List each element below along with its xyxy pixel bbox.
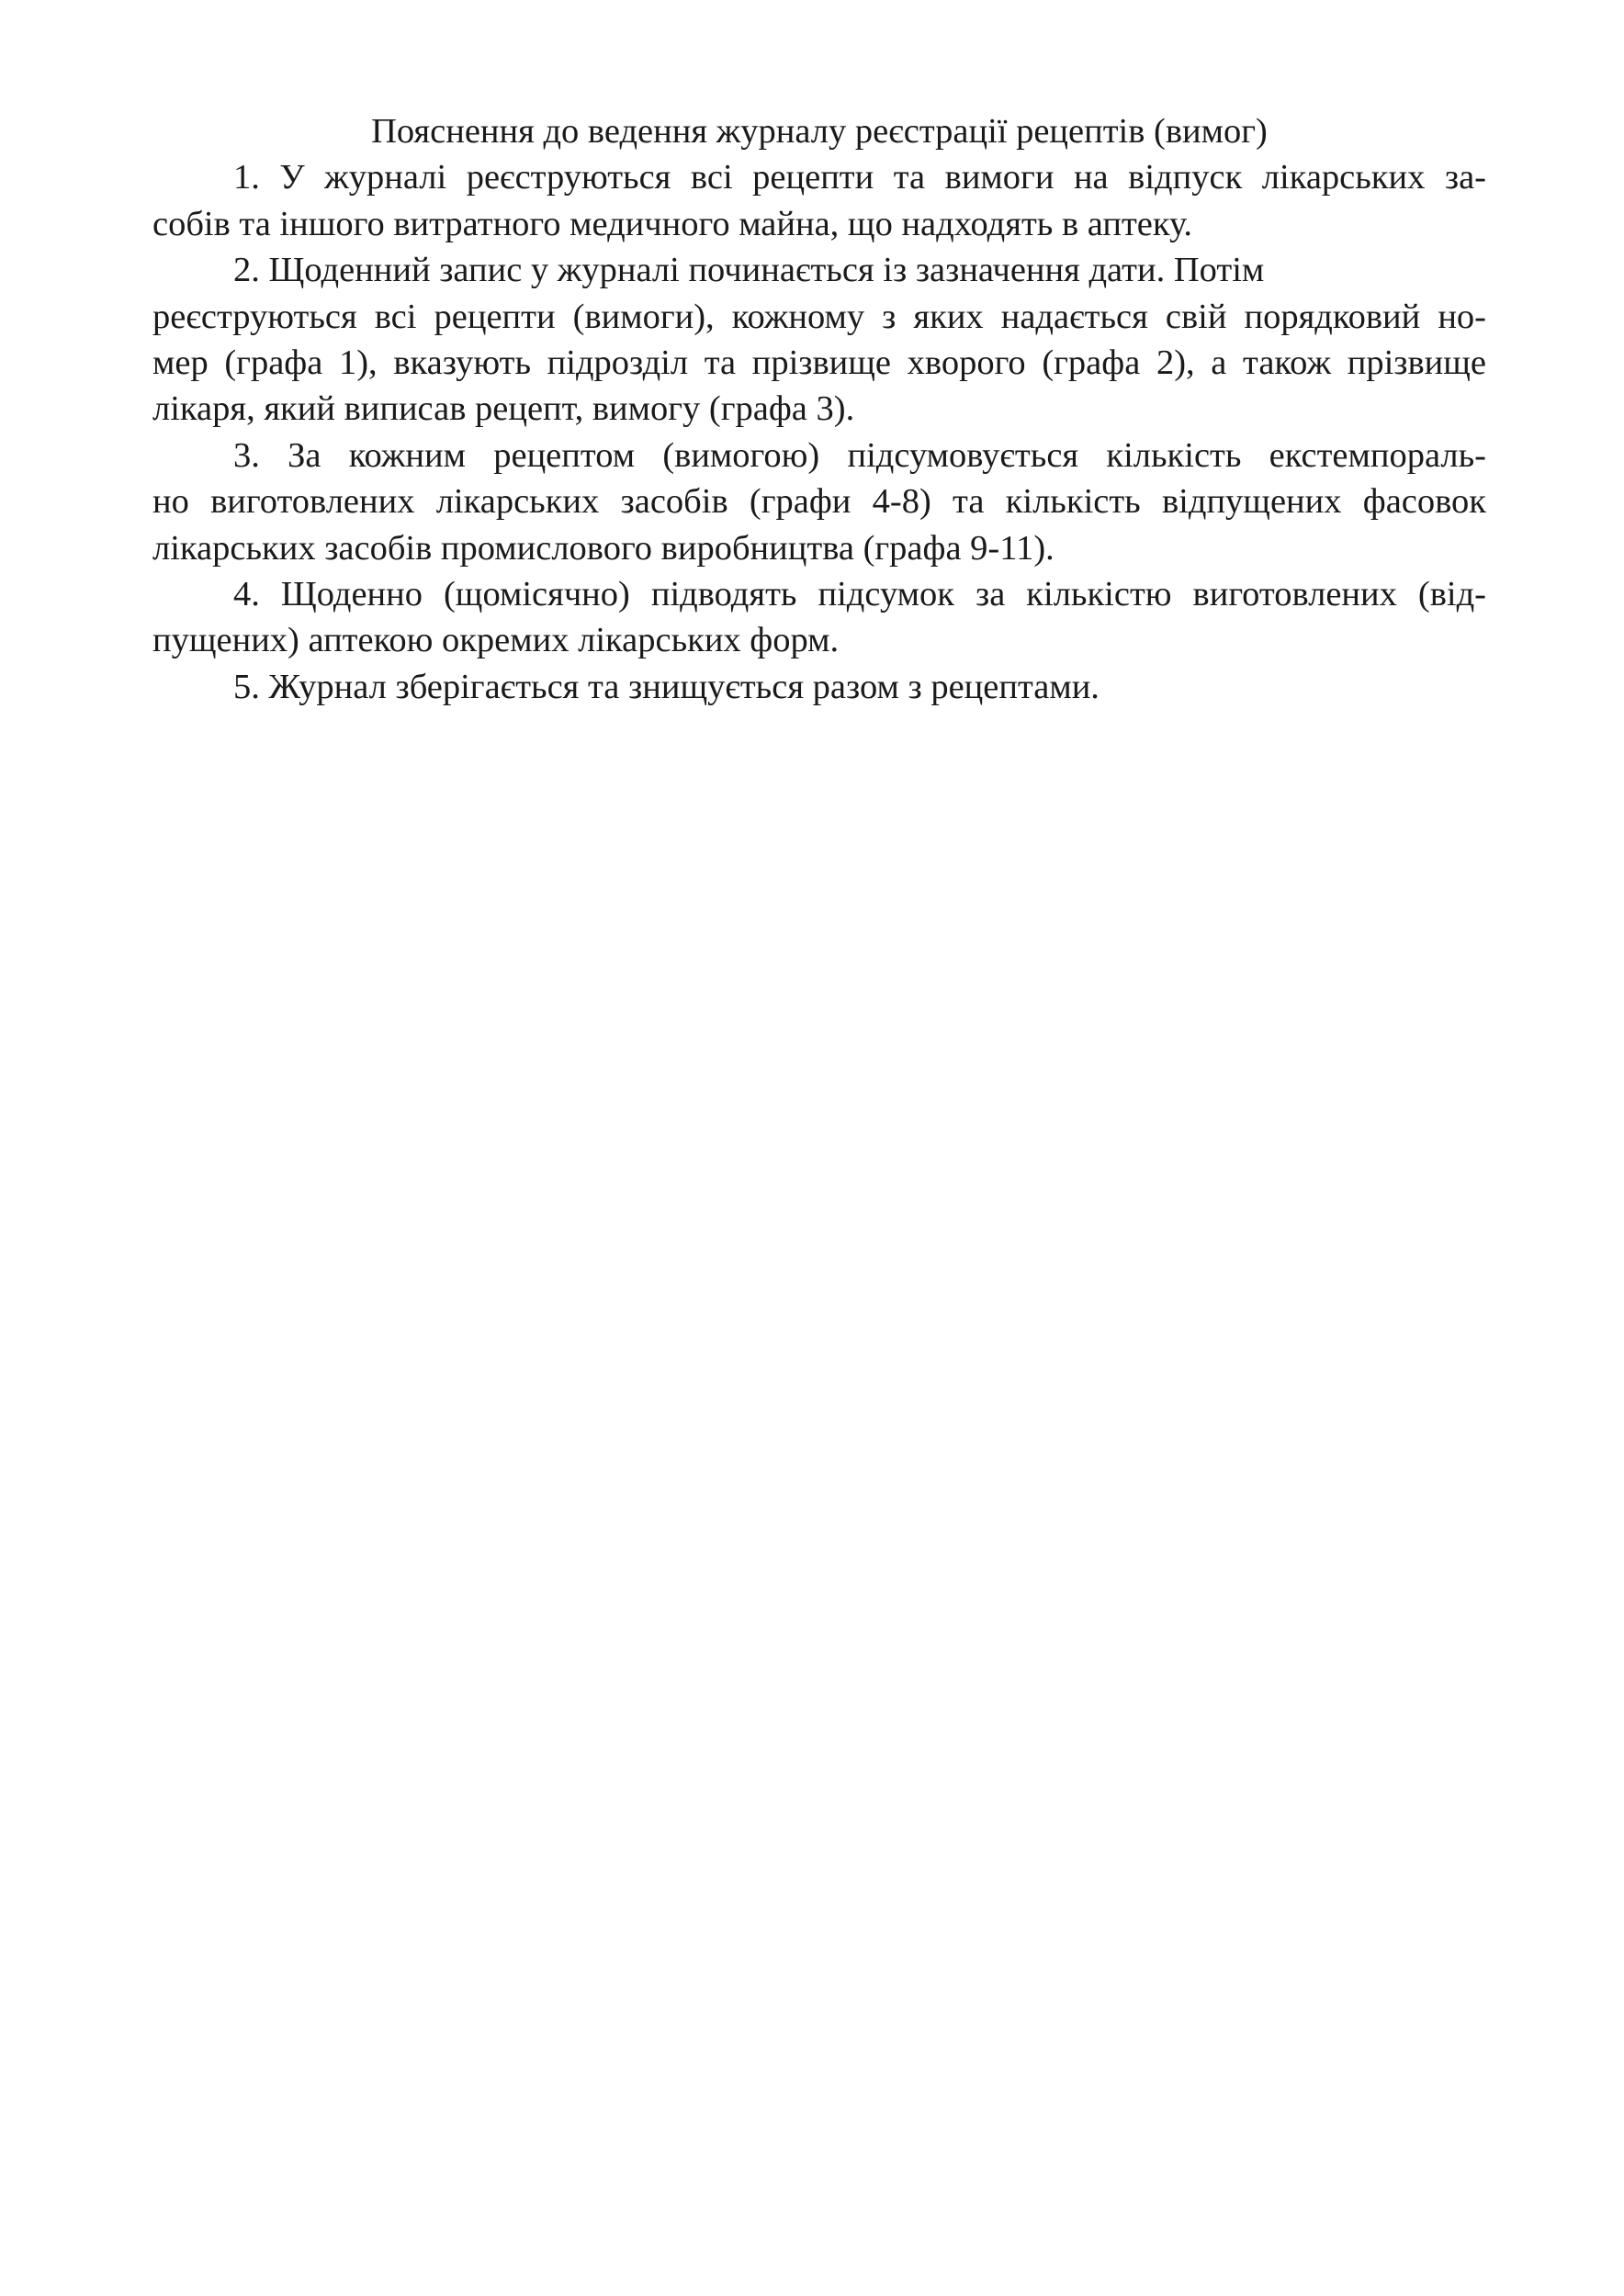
paragraph-line: 4. Щоденно (щомісячно) підводять підсумок за кількістю виготовлених (від- [233, 575, 1486, 614]
document-title: Пояснення до ведення журналу реєстрації рецептів (вимог) [371, 112, 1268, 151]
paragraph-line: лікаря, який виписав рецепт, вимогу (графа 3). [152, 389, 855, 429]
paragraph-line: но виготовлених лікарських засобів (графи 4-8) та кількість відпущених фасовок [152, 482, 1486, 522]
paragraph-line: 1. У журналі реєструються всі рецепти та вимоги на відпуск лікарських за- [233, 158, 1486, 197]
paragraph-line: 2. Щоденний запис у журналі починається із зазначення дати. Потім [233, 251, 1265, 290]
paragraph-1 [152, 154, 1486, 247]
paragraph-5 [152, 664, 1486, 710]
paragraph-line: собів та іншого витратного медичного майна, що надходять в аптеку. [152, 204, 1193, 243]
paragraph-line: пущених) аптекою окремих лікарських форм. [152, 621, 840, 660]
paragraph-4 [152, 571, 1486, 664]
paragraph-3 [152, 433, 1486, 571]
paragraph-2 [152, 247, 1486, 433]
paragraph-line: реєструються всі рецепти (вимоги), кожному з яких надається свій порядковий но- [152, 297, 1486, 336]
paragraph-line: 5. Журнал зберігається та знищується разом з рецептами. [233, 667, 1100, 706]
paragraph-line: лікарських засобів промислового виробництва (графа 9-11). [152, 528, 1054, 568]
paragraph-line: 3. За кожним рецептом (вимогою) підсумовується кількість екстемпораль- [233, 435, 1486, 475]
document-body [152, 108, 1486, 710]
paragraph-line: мер (графа 1), вказують підрозділ та прізвище хворого (графа 2), а також прізвище [152, 343, 1486, 383]
